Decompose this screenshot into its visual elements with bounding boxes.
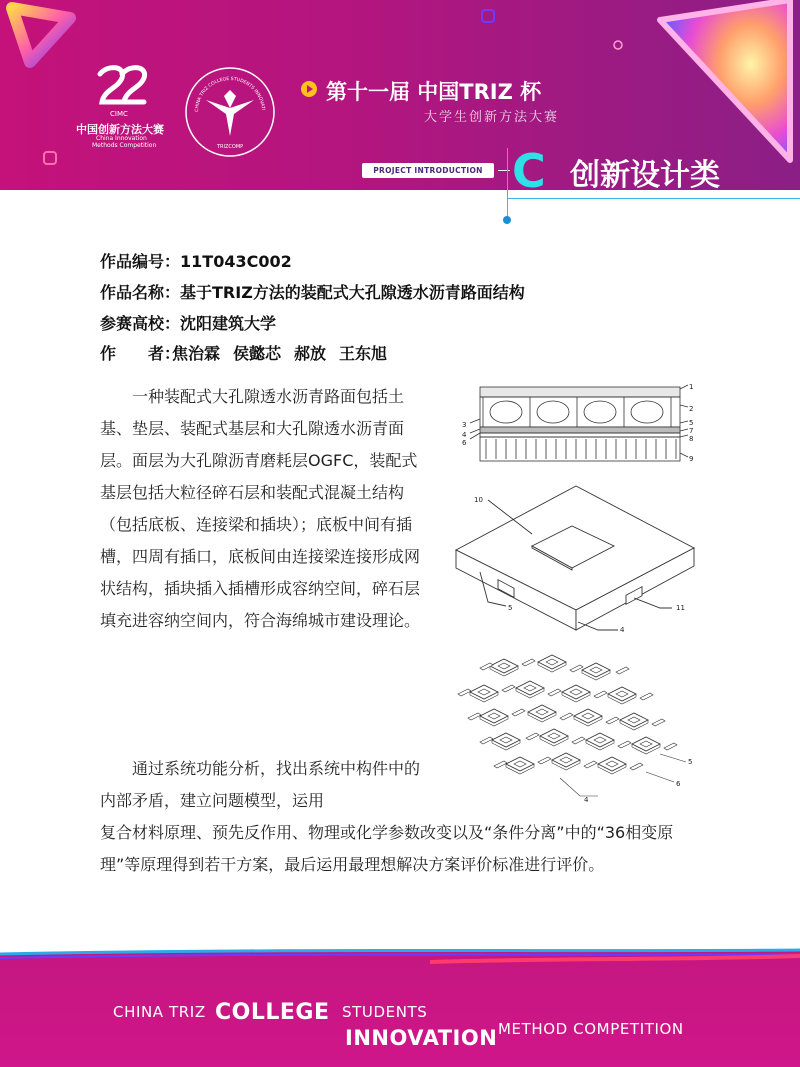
fig1-label: 9 [689,455,694,463]
grid-tiles [470,655,660,774]
fig1-label: 1 [689,383,694,391]
corner-triangle-right [660,0,790,160]
project-introduction-label: PROJECT INTRODUCTION [362,163,494,178]
description-paragraph-2-narrow: 通过系统功能分析，找出系统中构件中的内部矛盾，建立问题模型，运用 [100,759,421,810]
name-value: 基于TRIZ方法的装配式大孔隙透水沥青路面结构 [180,283,525,302]
corner-triangle-left [12,8,70,62]
deco-square [482,10,494,22]
author-name: 郝放 [294,344,327,363]
pill-connector-line [498,170,510,171]
info-row-authors [100,343,400,365]
fig2-label: 11 [676,604,685,612]
fig1-label: 8 [689,435,694,443]
cimc-logo-en-2: Methods Competition [92,142,157,149]
school-label: 参赛高校： [100,314,181,333]
figure-assembled-grid [450,650,702,805]
cimc-logo [92,60,152,120]
fig3-label: 5 [688,758,693,766]
category-letter: C [512,144,546,190]
author-label: 作 者： [100,344,181,363]
play-circle-icon [300,80,318,98]
figure-base-plate [448,478,700,638]
cimc-logo-en-1: China Innovation [96,135,147,142]
fig3-label: 6 [676,780,681,788]
fig2-label: 4 [620,626,625,634]
fig1-label: 6 [462,439,467,447]
category-line-dot [503,216,511,224]
info-row-school [100,313,276,335]
seal-ring-text: CHINA TRIZ COLLEGE STUDENTS INNOVATI [194,76,265,113]
fig2-label: 5 [508,604,513,612]
category-line-vertical [507,148,508,220]
footer-china-triz: CHINA TRIZ [113,1003,206,1021]
description-paragraph-1: 一种装配式大孔隙透水沥青路面包括土基、垫层、装配式基层和大孔隙透水沥青面层。面层为大孔隙沥青磨耗层OGFC，装配式基层包括大粒径碎石层和装配式混凝土结构（包括底板、连接梁和插块）；底板中间有插槽，四周有插口，底板间由连接梁连接形成网状结构，插块插入插槽形成容纳空间，碎石层填充进容纳空间内，符合海绵城市建设理论。 [100,387,421,630]
competition-title: 第十一届 中国TRIZ 杯 [326,80,542,104]
footer-students: STUDENTS [342,1003,428,1021]
seal-center-text: TRIZCOMP [217,144,244,150]
footer-method-competition: METHOD COMPETITION [498,1020,684,1038]
id-value: 11T043C002 [180,252,292,271]
id-label: 作品编号： [100,252,181,271]
author-name: 焦治霖 [172,344,221,363]
deco-dot [614,41,622,49]
name-label: 作品名称： [100,283,181,302]
author-name: 侯懿芯 [233,344,282,363]
fig2-label: 10 [474,496,483,504]
competition-subtitle: 大学生创新方法大赛 [424,110,560,125]
fig1-label: 2 [689,405,694,413]
info-row-name [100,282,525,304]
header-banner [0,0,800,190]
category-name: 创新设计类 [570,158,720,190]
svg-text:CHINA TRIZ COLLEGE STUDENTS IN [184,66,266,112]
description-paragraph-2-wide: 复合材料原理、预先反作用、物理或化学参数改变以及“条件分离”中的“36相变原理”等原理得到若干方案，最后运用最理想解决方案评价标准进行评价。 [100,823,674,874]
fig3-label: 4 [584,796,589,804]
author-name: 王东旭 [339,344,388,363]
category-line-horizontal [507,198,800,199]
info-row-id [100,251,292,273]
fig1-label: 4 [462,431,467,439]
fig1-label: 3 [462,421,467,429]
triz-competition-seal [184,66,276,158]
cimc-badge: CIMC [110,110,128,118]
footer-college: COLLEGE [215,1000,330,1025]
school-value: 沈阳建筑大学 [180,314,277,333]
footer-innovation: INNOVATION [345,1026,498,1050]
figure-pavement-cross-section [450,383,700,473]
deco-square [44,152,56,164]
fig1-label: 5 [689,419,694,427]
cimc-logo-name: 中国创新方法大赛 [76,123,164,136]
fig1-label: 7 [689,427,694,435]
footer-banner [0,940,800,1067]
